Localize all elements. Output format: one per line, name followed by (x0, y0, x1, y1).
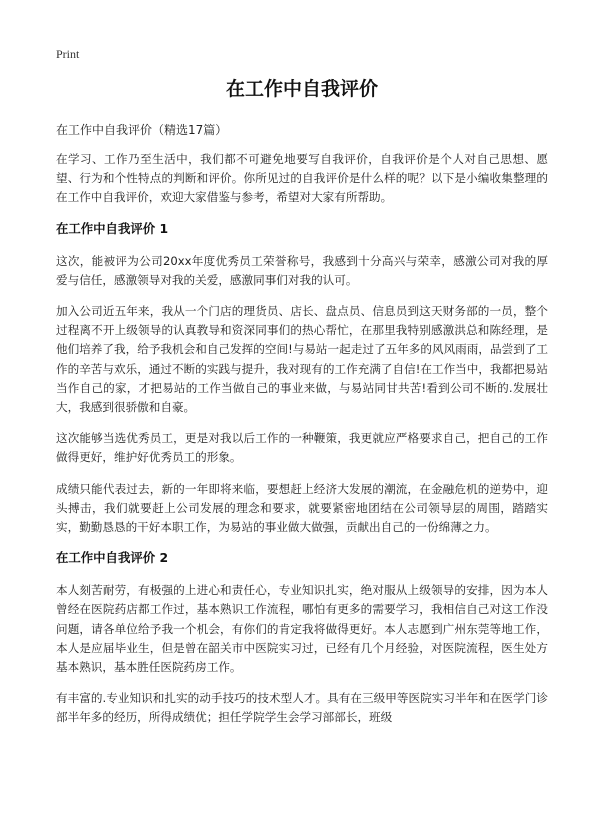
section-1-paragraph-3: 这次能够当选优秀员工，更是对我以后工作的一种鞭策，我更就应严格要求自己，把自己的工作做得更好，维护好优秀员工的形象。 (56, 431, 548, 465)
document-subtitle: 在工作中自我评价（精选17篇） (56, 123, 228, 137)
page-title: 在工作中自我评价 (225, 78, 378, 100)
document-body (56, 150, 548, 740)
section-1-paragraph-4: 成绩只能代表过去，新的一年即将来临，要想赶上经济大发展的潮流，在金融危机的逆势中，迎头搏击，我们就要赶上公司发展的理念和要求，就要紧密地团结在公司领导层的周围，踏踏实实，勤勤恳恳的干好本职工作，为易站的事业做大做强，贡献出自己的一份绵薄之力。 (56, 481, 548, 535)
section-heading-1: 在工作中自我评价 1 (56, 220, 169, 236)
section-1-paragraph-2: 加入公司近五年来，我从一个门店的理货员、店长、盘点员、信息员到这天财务部的一员，整个过程离不开上级领导的认真教导和资深同事们的热心帮忙，在那里我特别感激洪总和陈经理，是他们培养了我，给予我机会和自己发挥的空间!与易站一起走过了五年多的风风雨雨，品尝到了工作的辛苦与欢乐，通过不断的实践与提升，我对现有的工作充满了自信!在工作当中，我都把易站当作自己的家，才把易站的工作当做自己的事业来做，与易站同甘共苦!看到公司不断的.发展壮大，我感到很骄傲和自豪。 (56, 304, 548, 415)
print-link[interactable]: Print (56, 47, 80, 61)
section-heading-2: 在工作中自我评价 2 (56, 550, 169, 566)
section-2-paragraph-2: 有丰富的.专业知识和扎实的动手技巧的技术型人才。具有在三级甲等医院实习半年和在医学门诊部半年多的经历，所得成绩优；担任学院学生会学习部部长，班级 (56, 691, 548, 725)
section-2-paragraph-1: 本人刻苦耐劳，有极强的上进心和责任心，专业知识扎实，绝对服从上级领导的安排，因为本人曾经在医院药店都工作过，基本熟识工作流程，哪怕有更多的需要学习，我相信自己对这工作没问题，请各单位给予我一个机会，有你们的肯定我将做得更好。本人志愿到广州东莞等地工作，本人是应届毕业生，但是曾在韶关市中医院实习过，已经有几个月经验，对医院流程，医生处方基本熟识，基本胜任医院药房工作。 (56, 583, 548, 675)
intro-paragraph: 在学习、工作乃至生活中，我们都不可避免地要写自我评价，自我评价是个人对自己思想、愿望、行为和个性特点的判断和评价。你所见过的自我评价是什么样的呢？以下是小编收集整理的在工作中自我评价，欢迎大家借鉴与参考，希望对大家有所帮助。 (56, 152, 548, 205)
section-1-paragraph-1: 这次，能被评为公司20xx年度优秀员工荣誉称号，我感到十分高兴与荣幸，感激公司对我的厚爱与信任，感激领导对我的关爱，感激同事们对我的认可。 (56, 253, 548, 287)
